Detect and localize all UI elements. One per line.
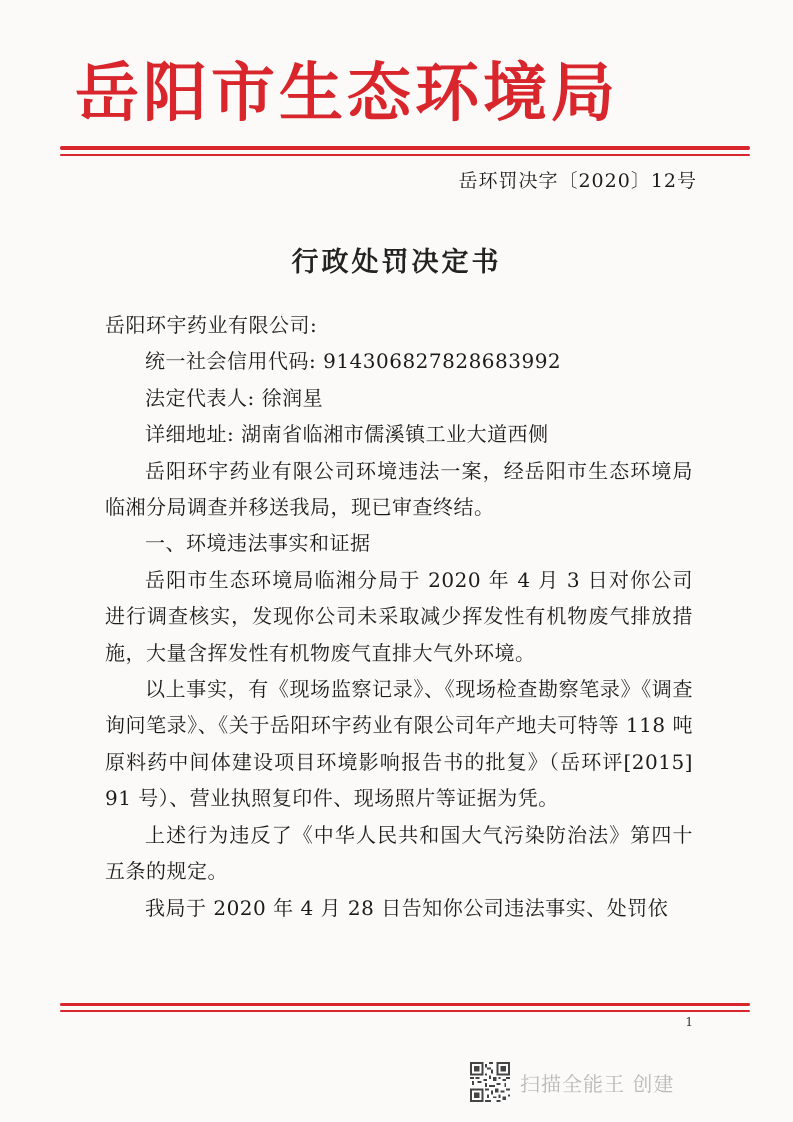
page-number: 1	[685, 1015, 693, 1029]
intro-paragraph: 岳阳环宇药业有限公司环境违法一案，经岳阳市生态环境局临湘分局调查并移送我局，现已审查终结。	[105, 458, 693, 520]
footer-red-rule-thick	[60, 1003, 750, 1006]
facts-paragraph: 岳阳市生态环境局临湘分局于 2020 年 4 月 3 日对你公司进行调查核实，发现你公司未采取减少挥发性有机物废气排放措施，大量含挥发性有机物废气直排大气外环境。	[105, 567, 693, 665]
legal-representative-line: 法定代表人: 徐润星	[145, 385, 324, 410]
address-line: 详细地址: 湖南省临湘市儒溪镇工业大道西侧	[145, 422, 549, 447]
document-body	[105, 307, 693, 926]
violation-paragraph: 上述行为违反了《中华人民共和国大气污染防治法》第四十五条的规定。	[105, 822, 693, 884]
notice-paragraph: 我局于 2020 年 4 月 28 日告知你公司违法事实、处罚依	[145, 895, 669, 920]
footer-red-rule-thin	[60, 1010, 750, 1012]
scanner-watermark	[470, 1060, 674, 1104]
document-number: 岳环罚决字〔2020〕12号	[458, 170, 697, 192]
header-red-rule-thin	[60, 154, 750, 156]
qr-code-icon	[470, 1062, 510, 1102]
credit-code-line: 统一社会信用代码: 914306827828683992	[145, 349, 562, 374]
section-heading-facts: 一、环境违法事实和证据	[145, 531, 371, 556]
agency-letterhead: 岳阳市生态环境局	[75, 57, 619, 131]
document-title: 行政处罚决定书	[291, 247, 502, 278]
addressee: 岳阳环宇药业有限公司:	[105, 313, 318, 337]
header-red-rule-thick	[60, 146, 750, 150]
evidence-paragraph: 以上事实，有《现场监察记录》、《现场检查勘察笔录》《调查询问笔录》、《关于岳阳环宇药业有限公司年产地夫可特等 118 吨原料药中间体建设项目环境影响报告书的批复》（岳环评[2015] 91 号）、营业执照复印件、现场照片等证据为凭。	[105, 677, 693, 811]
watermark-text: 扫描全能王 创建	[520, 1071, 675, 1096]
